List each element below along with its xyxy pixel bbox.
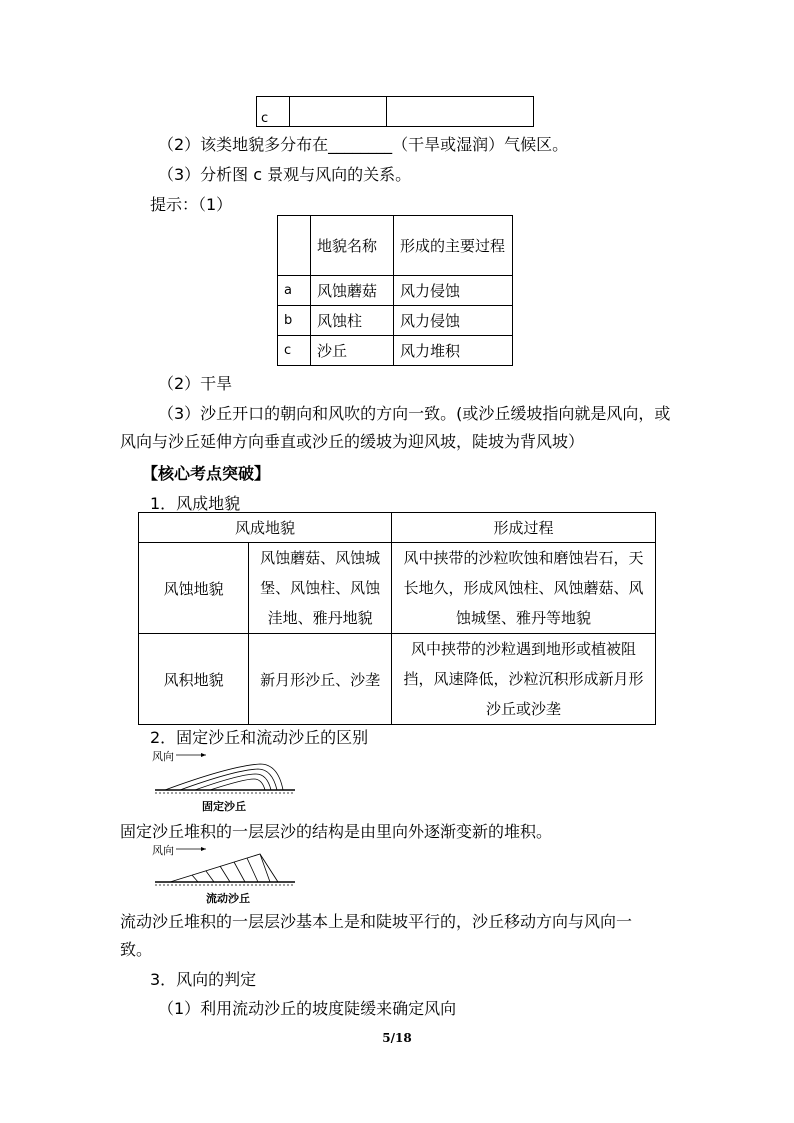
section-heading: 【核心考点突破】 <box>142 464 271 483</box>
answer-2: （2）干旱 <box>158 374 233 393</box>
table-row <box>139 634 656 725</box>
hint-table <box>277 215 513 366</box>
table-cell: 风蚀蘑菇、风蚀城堡、风蚀柱、风蚀洼地、雅丹地貌 <box>249 543 392 634</box>
moving-dune-text-line-2: 致。 <box>120 940 153 959</box>
table-row <box>278 276 513 306</box>
table-row <box>278 306 513 336</box>
table-header: 形成过程 <box>392 513 656 543</box>
table-cell: 沙丘 <box>311 336 394 366</box>
table-cell: 风力侵蚀 <box>394 306 513 336</box>
item-2-title: 2．固定沙丘和流动沙丘的区别 <box>150 728 369 747</box>
table-cell <box>387 97 534 127</box>
table-cell: 新月形沙丘、沙垄 <box>249 634 392 725</box>
fixed-dune-caption: 固定沙丘 <box>202 800 246 813</box>
hint-label: 提示：（1） <box>150 195 233 214</box>
question-3: （3）分析图 c 景观与风向的关系。 <box>158 165 412 184</box>
table-row <box>139 543 656 634</box>
wind-direction-label: 风向 <box>152 750 174 763</box>
table-row <box>139 513 656 543</box>
table-cell <box>290 97 387 127</box>
table-cell: 风中挟带的沙粒遇到地形或植被阻挡，风速降低，沙粒沉积形成新月形沙丘或沙垄 <box>392 634 656 725</box>
table-header: 形成的主要过程 <box>394 216 513 276</box>
table-cell: 风中挟带的沙粒吹蚀和磨蚀岩石，天长地久，形成风蚀柱、风蚀蘑菇、风蚀城堡、雅丹等地貌 <box>392 543 656 634</box>
item-1-title: 1．风成地貌 <box>150 494 241 513</box>
table-header: 风成地貌 <box>139 513 392 543</box>
table-cell: 风力侵蚀 <box>394 276 513 306</box>
table-header <box>278 216 311 276</box>
item-3-title: 3．风向的判定 <box>150 970 257 989</box>
table-cell: a <box>278 276 311 306</box>
item-3-sub-1: （1）利用流动沙丘的坡度陡缓来确定风向 <box>158 999 457 1018</box>
answer-3-line-1: （3）沙丘开口的朝向和风吹的方向一致。(或沙丘缓坡指向就是风向，或 <box>158 404 671 423</box>
top-table <box>256 96 534 127</box>
table-cell: 风积地貌 <box>139 634 249 725</box>
question-2: （2）该类地貌多分布在________（干旱或湿润）气候区。 <box>158 135 569 154</box>
table-cell: 风蚀蘑菇 <box>311 276 394 306</box>
moving-dune-figure <box>150 842 300 904</box>
page-number: 5/18 <box>382 1031 412 1045</box>
fixed-dune-figure <box>150 748 300 812</box>
table-cell: 风力堆积 <box>394 336 513 366</box>
table-cell: b <box>278 306 311 336</box>
table-cell: 风蚀柱 <box>311 306 394 336</box>
table-cell: 风蚀地貌 <box>139 543 249 634</box>
wind-direction-label: 风向 <box>152 844 174 857</box>
table-row <box>278 336 513 366</box>
fixed-dune-text: 固定沙丘堆积的一层层沙的结构是由里向外逐渐变新的堆积。 <box>120 822 553 841</box>
table-row <box>278 216 513 276</box>
wind-landform-table <box>138 512 656 725</box>
table-row <box>257 97 534 127</box>
table-cell: c <box>278 336 311 366</box>
table-cell: c <box>257 97 290 127</box>
moving-dune-text-line-1: 流动沙丘堆积的一层层沙基本上是和陡坡平行的，沙丘移动方向与风向一 <box>120 912 633 931</box>
answer-3-line-2: 风向与沙丘延伸方向垂直或沙丘的缓坡为迎风坡，陡坡为背风坡） <box>120 432 585 451</box>
table-header: 地貌名称 <box>311 216 394 276</box>
moving-dune-caption: 流动沙丘 <box>206 892 250 905</box>
